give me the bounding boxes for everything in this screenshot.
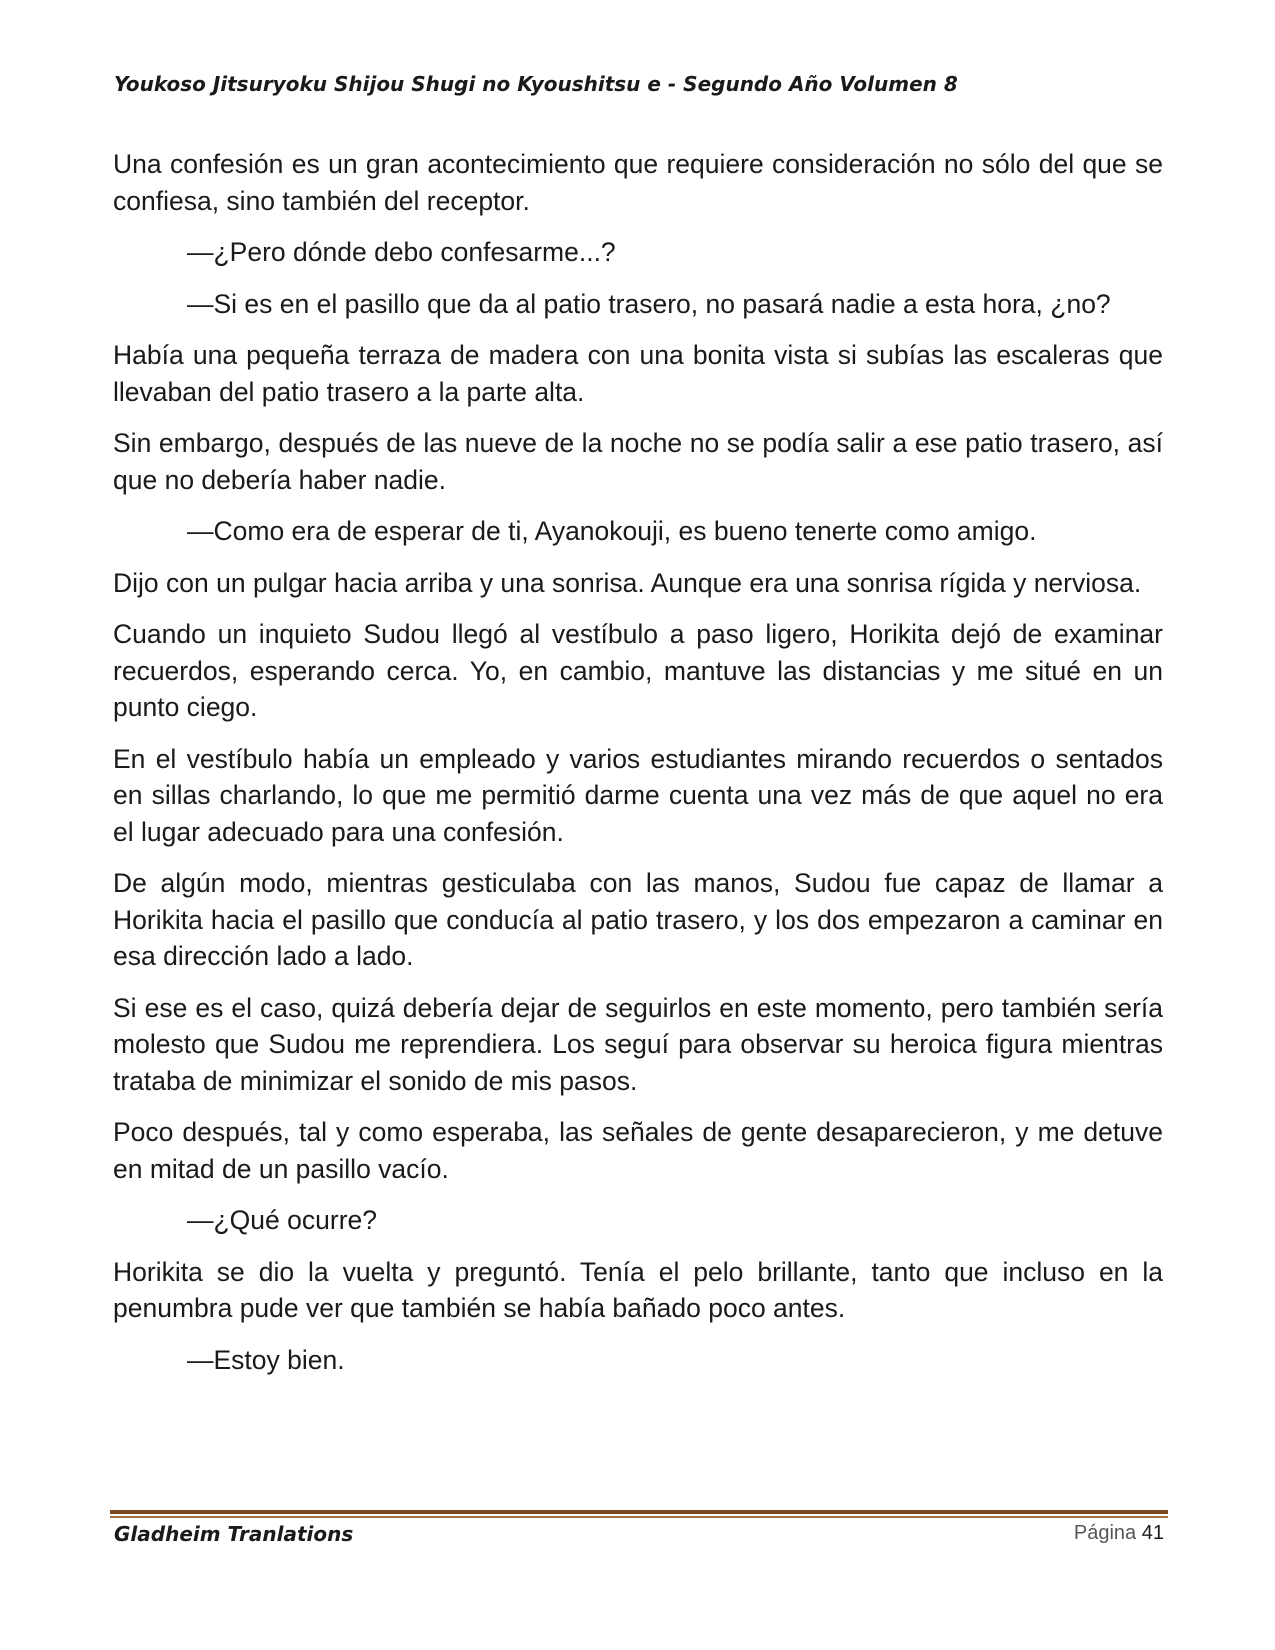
- paragraph: Había una pequeña terraza de madera con una bonita vista si subías las escaleras que llevaban del patio trasero a la parte alta.: [113, 340, 1163, 407]
- footer-divider: [110, 1510, 1168, 1518]
- paragraph: Cuando un inquieto Sudou llegó al vestíbulo a paso ligero, Horikita dejó de examinar recuerdos, esperando cerca. Yo, en cambio, mantuve las distancias y me situé en un punto ciego.: [113, 619, 1163, 722]
- paragraph: En el vestíbulo había un empleado y varios estudiantes mirando recuerdos o sentados en sillas charlando, lo que me permitió darme cuenta una vez más de que aquel no era el lugar adecuado para una confesión.: [113, 743, 1163, 847]
- page-number: 41: [1141, 1522, 1164, 1544]
- footer-divider-thin: [110, 1516, 1168, 1518]
- paragraph: Sin embargo, después de las nueve de la noche no se podía salir a ese patio trasero, así que no debería haber nadie.: [113, 428, 1163, 495]
- footer-credit: Gladheim Tranlations: [114, 1522, 354, 1546]
- paragraph: Una confesión es un gran acontecimiento que requiere consideración no sólo del que se confiesa, sino también del receptor.: [113, 149, 1163, 216]
- paragraph: Si ese es el caso, quizá debería dejar de seguirlos en este momento, pero también sería molesto que Sudou me reprendiera. Los seguí para observar su heroica figura mientras trataba de minimizar el sonido de mis pasos.: [113, 992, 1163, 1096]
- page-body: [113, 146, 1163, 1393]
- paragraph: Dijo con un pulgar hacia arriba y una sonrisa. Aunque era una sonrisa rígida y nerviosa.: [113, 567, 1142, 598]
- dialog-line: —Si es en el pasillo que da al patio trasero, no pasará nadie a esta hora, ¿no?: [187, 288, 1111, 319]
- dialog-line: —Como era de esperar de ti, Ayanokouji, es bueno tenerte como amigo.: [187, 516, 1037, 546]
- dialog-line: —¿Qué ocurre?: [187, 1205, 377, 1235]
- paragraph: De algún modo, mientras gesticulaba con las manos, Sudou fue capaz de llamar a Horikita hacia el pasillo que conducía al patio trasero, y los dos empezaron a caminar en esa dirección lado a lado.: [113, 868, 1163, 971]
- dialog-line: —Estoy bien.: [187, 1344, 345, 1375]
- page-label: Página: [1073, 1522, 1137, 1544]
- paragraph: Horikita se dio la vuelta y preguntó. Tenía el pelo brillante, tanto que incluso en la penumbra pude ver que también se había bañado poco antes.: [113, 1256, 1163, 1323]
- page-number-block: [1074, 1522, 1164, 1545]
- running-header: Youkoso Jitsuryoku Shijou Shugi no Kyoushitsu e - Segundo Año Volumen 8: [114, 72, 958, 96]
- paragraph: Poco después, tal y como esperaba, las señales de gente desaparecieron, y me detuve en mitad de un pasillo vacío.: [113, 1117, 1163, 1184]
- footer-divider-thick: [110, 1510, 1168, 1514]
- dialog-line: —¿Pero dónde debo confesarme...?: [187, 237, 616, 267]
